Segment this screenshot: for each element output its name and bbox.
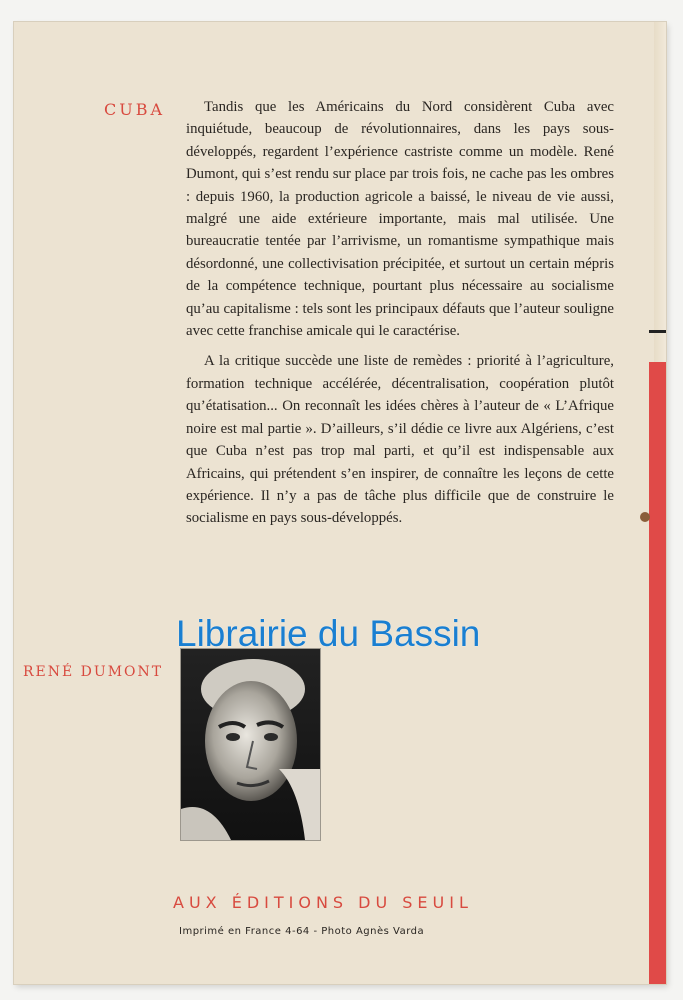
author-photo xyxy=(180,648,321,841)
edge-mark xyxy=(649,330,666,333)
watermark-text: Librairie du Bassin xyxy=(176,613,481,654)
red-band xyxy=(649,362,666,984)
blurb-paragraph-1: Tandis que les Américains du Nord considèrent Cuba avec inquiétude, beaucoup de révolutionnaires, dans les pays sous-développés, regardent l’expérience castriste comme un modèle. René Dumont, qui s’est rendu sur place par trois fois, ne cache pas les ombres : depuis 1960, la production agricole a baissé, le niveau de vie aussi, malgré une aide extérieure importante, mais mal utilisée. Une bureaucratie tentée par l’arrivisme, un romantisme sympathique mais désordonné, une collectivisation précipitée, et surtout un certain mépris de la compétence technique, pourtant plus nécessaire au socialisme qu’au capitalisme : tels sont les principaux défauts que l’auteur souligne avec cette franchise amicale qui le caractérise. xyxy=(186,99,614,340)
author-name: RENÉ DUMONT xyxy=(23,664,164,680)
blurb-paragraph-2: A la critique succède une liste de remèdes : priorité à l’agriculture, formation technique accélérée, décentralisation, coopération plutôt qu’étatisation... On reconnaît les idées chères à l’auteur de « L’Afrique noire est mal partie ». D’ailleurs, s’il dédie ce livre aux Algériens, c’est que Cuba n’est pas trop mal parti, et qu’il est indispensable aux Africains, qui prétendent s’en inspirer, de connaître les leçons de cette expérience. Il n’y a pas de tâche plus difficile que de construire le socialisme en pays sous-développés. xyxy=(186,353,614,527)
imprint-line: Imprimé en France 4-64 - Photo Agnès Varda xyxy=(179,926,425,937)
side-title: CUBA xyxy=(104,100,166,119)
portrait-image xyxy=(181,649,320,840)
stain-mark xyxy=(640,512,650,522)
publisher-name: AUX ÉDITIONS DU SEUIL xyxy=(173,893,473,912)
blurb-text xyxy=(186,96,614,538)
